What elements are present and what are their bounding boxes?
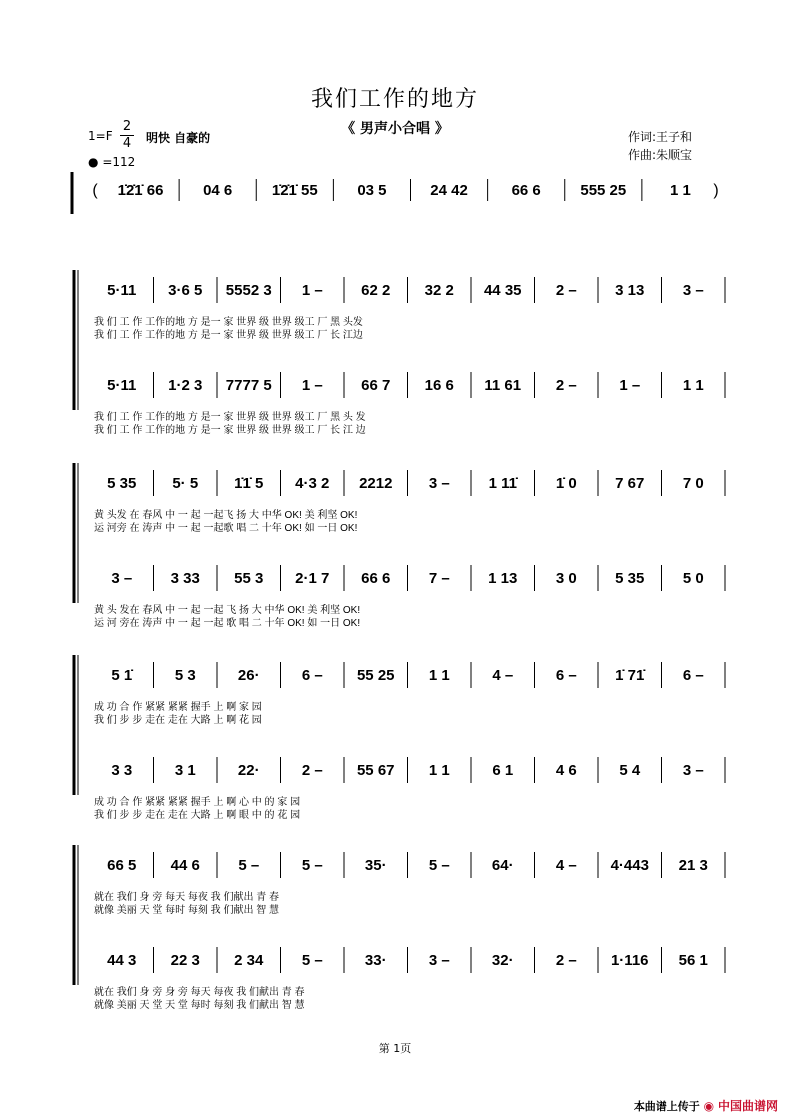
lower-lyric-verse-2: 我 们 步 步 走在 走在 大路 上 啊 眼 中 的 花 园	[94, 810, 301, 821]
lower-measure: 1 –	[619, 377, 641, 394]
lower-measure: 3 1	[174, 762, 196, 779]
upper-lyric-verse-2: 我 们 工 作 工作的地 方 是一 家 世界 级 世界 级工 厂 长 江边	[94, 330, 363, 341]
upper-measure: 1̇1̇ 5	[234, 475, 264, 492]
upper-measure: 6 –	[555, 667, 577, 684]
intro-close-paren: )	[713, 182, 719, 199]
lower-measure: 5 4	[619, 762, 641, 779]
time-signature-top: 2	[122, 119, 132, 134]
upper-measure: 6 –	[301, 667, 323, 684]
intro-measure: 1̇2̇1̇ 55	[271, 182, 318, 199]
upper-measure: 3·6 5	[168, 282, 203, 299]
lower-lyric-verse-1: 就在 我们 身 旁 身 旁 每天 每夜 我 们献出 青 春	[94, 987, 305, 998]
lower-measure: 3 33	[170, 570, 200, 587]
upper-measure: 1 1	[428, 667, 450, 684]
lower-measure: 22 3	[170, 952, 200, 969]
lower-measure: 2 –	[301, 762, 323, 779]
lower-measure: 1 1	[682, 377, 704, 394]
upper-lyric-verse-1: 就在 我们 身 旁 每天 每夜 我 们献出 青 春	[94, 892, 280, 903]
upper-measure: 7 67	[615, 475, 645, 492]
lower-measure: 5·11	[107, 377, 137, 394]
lower-measure: 2 –	[555, 952, 577, 969]
lower-measure: 66 7	[361, 377, 391, 394]
lower-measure: 55 67	[356, 762, 395, 779]
lower-measure: 1 1	[428, 762, 450, 779]
upper-measure: 26·	[237, 667, 260, 684]
song-subtitle: 《 男声小合唱 》	[341, 121, 449, 137]
site-name: 中国曲谱网	[717, 1099, 778, 1113]
upper-lyric-verse-1: 黄 头发 在 春风 中 一 起 一起飞 扬 大 中华 OK! 美 利坚 OK!	[94, 510, 358, 521]
upper-measure: 32 2	[424, 282, 454, 299]
composer-credit: 作曲:朱顺宝	[628, 148, 693, 162]
lower-measure: 16 6	[424, 377, 454, 394]
lower-measure: 3 –	[428, 952, 450, 969]
upper-measure: 5552 3	[225, 282, 272, 299]
lower-measure: 4 6	[555, 762, 577, 779]
upper-lyric-verse-2: 我 们 步 步 走在 走在 大路 上 啊 花 园	[94, 715, 262, 726]
intro-measure: 24 42	[430, 182, 468, 199]
upper-measure: 62 2	[361, 282, 391, 299]
upper-measure: 35·	[364, 857, 387, 874]
lyricist-credit: 作词:王子和	[628, 130, 693, 144]
upper-measure: 1 11̇	[488, 475, 517, 492]
lower-lyric-verse-1: 黄 头 发在 春风 中 一 起 一起 飞 扬 大 中华 OK! 美 利坚 OK!	[94, 605, 361, 616]
upper-measure: 66 5	[107, 857, 137, 874]
upper-measure: 4 –	[492, 667, 514, 684]
lower-measure: 1 13	[488, 570, 518, 587]
upper-measure: 1 –	[301, 282, 323, 299]
upper-measure: 5 –	[428, 857, 450, 874]
intro-measure: 1 1	[670, 182, 691, 199]
upper-measure: 1̇ 71̇	[615, 667, 645, 684]
upper-measure: 1̇ 0	[555, 475, 577, 492]
lower-measure: 5 –	[301, 952, 323, 969]
upper-measure: 5 –	[301, 857, 323, 874]
lower-lyric-verse-1: 我 们 工 作 工作的地 方 是一 家 世界 级 世界 级工 厂 黑 头 发	[94, 412, 366, 423]
lower-lyric-verse-2: 运 河 旁在 涛声 中 一 起 一起 歌 唱 二 十年 OK! 如 一日 OK!	[94, 618, 361, 629]
key-signature: 1=F	[88, 129, 113, 143]
lower-measure: 1 –	[301, 377, 323, 394]
lower-measure: 1·2 3	[168, 377, 203, 394]
upper-measure: 3 –	[682, 282, 704, 299]
lower-measure: 3 –	[682, 762, 704, 779]
upper-measure: 5 3	[174, 667, 196, 684]
lower-lyric-verse-1: 成 功 合 作 紧紧 紧紧 握手 上 啊 心 中 的 家 园	[94, 797, 301, 808]
lower-measure: 2·1 7	[295, 570, 330, 587]
lower-measure: 6 1	[492, 762, 514, 779]
lower-measure: 7 –	[428, 570, 450, 587]
upper-lyric-verse-1: 我 们 工 作 工作的地 方 是一 家 世界 级 世界 级工 厂 黑 头发	[94, 317, 363, 328]
upper-lyric-verse-1: 成 功 合 作 紧紧 紧紧 握手 上 啊 家 园	[94, 702, 262, 713]
time-signature-bottom: 4	[122, 136, 132, 151]
upper-measure: 2212	[359, 475, 393, 492]
lower-measure: 66 6	[361, 570, 391, 587]
intro-measure: 03 5	[357, 182, 387, 199]
upper-measure: 3 13	[615, 282, 645, 299]
lower-measure: 2 34	[234, 952, 264, 969]
upper-measure: 64·	[491, 857, 514, 874]
upper-measure: 5 –	[238, 857, 260, 874]
lower-measure: 22·	[237, 762, 260, 779]
lower-lyric-verse-2: 就像 美丽 天 堂 天 堂 每时 每刻 我 们献出 智 慧	[94, 1000, 305, 1011]
upper-measure: 21 3	[678, 857, 708, 874]
lower-measure: 3 3	[111, 762, 133, 779]
upper-measure: 2 –	[555, 282, 577, 299]
intro-measure: 04 6	[203, 182, 233, 199]
lower-measure: 55 3	[234, 570, 264, 587]
lower-measure: 5 35	[615, 570, 645, 587]
lower-measure: 44 3	[107, 952, 137, 969]
lower-measure: 32·	[491, 952, 514, 969]
lower-measure: 33·	[364, 952, 387, 969]
upper-measure: 44 35	[483, 282, 522, 299]
upper-measure: 55 25	[356, 667, 395, 684]
lower-measure: 3 0	[555, 570, 577, 587]
page-number: 第 1页	[378, 1042, 412, 1055]
quarter-note-icon: ●	[88, 155, 99, 169]
intro-measure: 555 25	[580, 182, 627, 199]
upper-measure: 5 35	[107, 475, 137, 492]
upload-credit	[634, 1097, 778, 1114]
upper-lyric-verse-2: 就像 美丽 天 堂 每时 每刻 我 们献出 智 慧	[94, 905, 280, 916]
intro-open-paren: (	[92, 182, 98, 199]
upper-lyric-verse-2: 运 河旁 在 涛声 中 一 起 一起歌 唱 二 十年 OK! 如 一日 OK!	[94, 523, 358, 534]
upload-credit-text: 本曲谱上传于	[633, 1100, 700, 1113]
metronome-value: =112	[102, 155, 136, 169]
upper-measure: 5·11	[107, 282, 137, 299]
upper-measure: 4·3 2	[295, 475, 330, 492]
lower-measure: 7777 5	[225, 377, 272, 394]
intro-measure: 66 6	[511, 182, 541, 199]
site-logo-icon: ◉	[703, 1099, 715, 1113]
lower-measure: 2 –	[555, 377, 577, 394]
upper-measure: 7 0	[682, 475, 704, 492]
upper-measure: 4·443	[610, 857, 649, 874]
intro-measure: 1̇2̇1̇ 66	[117, 182, 164, 199]
upper-measure: 4 –	[555, 857, 577, 874]
lower-measure: 3 –	[111, 570, 133, 587]
upper-measure: 6 –	[682, 667, 704, 684]
lower-lyric-verse-2: 我 们 工 作 工作的地 方 是一 家 世界 级 世界 级工 厂 长 江 边	[94, 425, 366, 436]
upper-measure: 3 –	[428, 475, 450, 492]
lower-measure: 56 1	[678, 952, 708, 969]
upper-measure: 44 6	[170, 857, 200, 874]
lower-measure: 1·116	[610, 952, 649, 969]
lower-measure: 5 0	[682, 570, 704, 587]
tempo-marking: 明快 自豪的	[146, 131, 211, 145]
upper-measure: 5· 5	[172, 475, 199, 492]
song-title: 我们工作的地方	[310, 87, 479, 112]
lower-measure: 11 61	[484, 377, 522, 394]
upper-measure: 5 1̇	[111, 667, 133, 684]
